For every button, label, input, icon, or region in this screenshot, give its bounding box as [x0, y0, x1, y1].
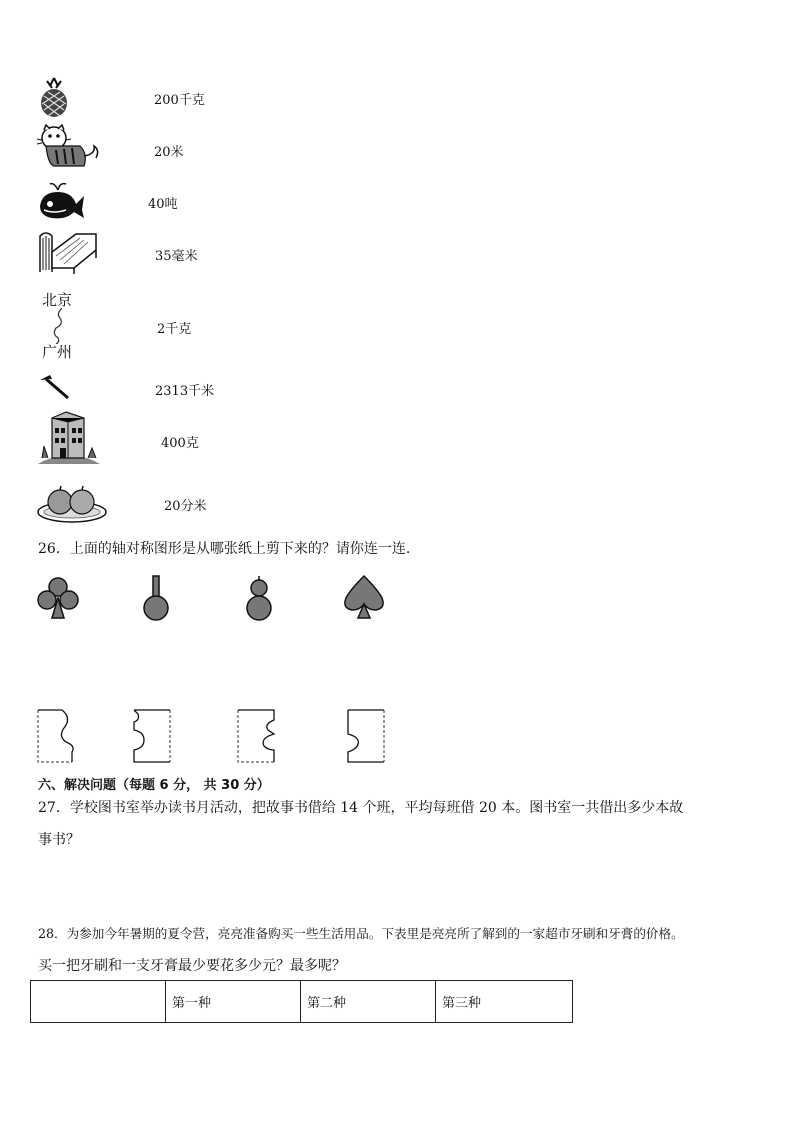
- bed-icon: [36, 226, 98, 274]
- unit-value-7: 400克: [161, 436, 199, 451]
- section-6-title: 六、解决问题（每题 6 分， 共 30 分）: [38, 778, 270, 793]
- folded-paper-c-icon: [234, 708, 278, 764]
- table-row: [31, 981, 573, 1023]
- map-label-beijing: 北京: [42, 291, 73, 309]
- map-route-icon: [42, 289, 82, 361]
- unit-value-8: 20分米: [164, 499, 207, 514]
- question-27-line-1: 27．学校图书室举办读书月活动，把故事书借给 14 个班，平均每班借 20 本。图书室一共借出多少本故: [38, 800, 684, 816]
- gourd-shape-icon: [244, 574, 274, 622]
- table-header-cell: [31, 981, 166, 1023]
- question-28-line-1: 28．为参加今年暑期的夏令营，亮亮准备购买一些生活用品。下表里是亮亮所了解到的一家超市牙刷和牙膏的价格。: [38, 926, 684, 941]
- unit-value-5: 2千克: [157, 322, 192, 337]
- folded-paper-b-icon: [130, 708, 174, 764]
- building-icon: [38, 410, 100, 466]
- spade-shape-icon: [340, 574, 388, 622]
- table-header-cell: 第二种: [301, 981, 436, 1023]
- map-label-guangzhou: 广州: [42, 343, 73, 361]
- folded-paper-a-icon: [36, 708, 78, 764]
- unit-value-6: 2313千米: [155, 384, 215, 399]
- unit-value-1: 200千克: [154, 93, 205, 108]
- tiger-icon: [36, 124, 102, 168]
- unit-value-3: 40吨: [148, 197, 178, 212]
- unit-value-2: 20米: [154, 145, 184, 160]
- question-26-text: 26．上面的轴对称图形是从哪张纸上剪下来的？请你连一连.: [38, 541, 411, 557]
- ladle-shape-icon: [140, 574, 172, 622]
- whale-icon: [36, 180, 86, 220]
- table-header-cell: 第一种: [166, 981, 301, 1023]
- price-table: [30, 980, 573, 1023]
- nail-icon: [38, 374, 72, 402]
- question-27-line-2: 事书？: [38, 832, 80, 848]
- club-shape-icon: [36, 576, 80, 620]
- unit-value-4: 35毫米: [155, 249, 198, 264]
- question-28-line-2: 买一把牙刷和一支牙膏最少要花多少元？最多呢？: [38, 958, 346, 974]
- table-header-cell: 第三种: [436, 981, 573, 1023]
- pineapple-icon: [36, 76, 72, 118]
- fruit-plate-icon: [36, 484, 108, 524]
- folded-paper-d-icon: [344, 708, 388, 764]
